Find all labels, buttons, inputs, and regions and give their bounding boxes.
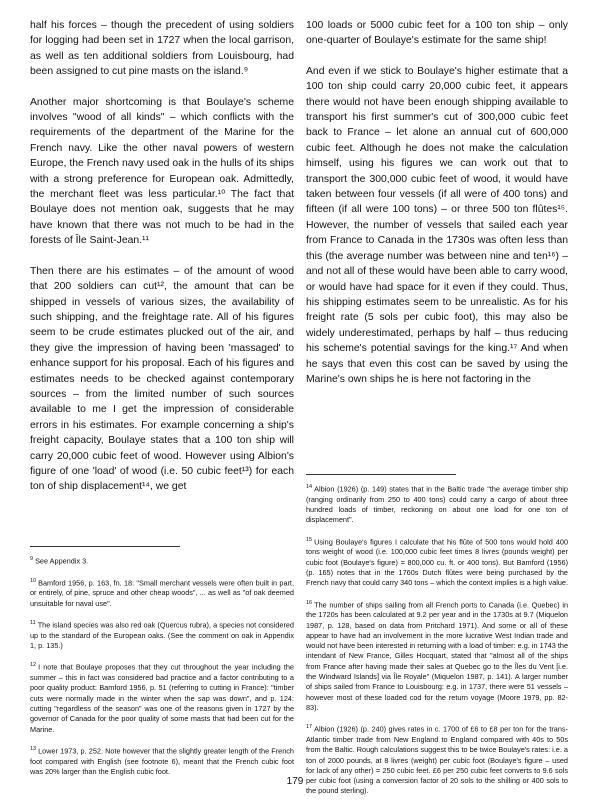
footnote-divider — [30, 546, 180, 547]
footnote: $^{11}$ The island species was also red oak (Quercus rubra), a species not considered up to the standard of the European oaks. (See the comment on oak in Appendix 1, p. 135.) — [30, 620, 294, 651]
left-column — [30, 18, 294, 495]
paragraph: half his forces – though the precedent of using soldiers for logging had been set in 1727 when the local garrison, as well as ten additional soldiers from Louisbourg, had been assigned to cut pine masts on the island.⁹ — [30, 20, 294, 78]
footnote: $^{15}$ Using Boulaye's figures I calculate that his flûte of 500 tons would hold 400 tons weight of wood (i.e. 100,000 cubic feet times 8 livres (pounds weight) per cubic foot (Boulaye's figure) = 800,000 cu. ft. or 400 tons). But Bamford (1956) (p. 165) notes that in the 1760s Dutch flûtes were being purchased by the French navy that could carry 340 tons – which the context implies is a high value. — [306, 536, 569, 588]
footnotes-right — [306, 474, 568, 797]
footnote: $^{14}$ Albion (1926) (p. 149) states that in the Baltic trade "the average timber ship (ranging ordinarily from 250 to 400 tons) could carry a cargo of about three hundred loads of timber, reckoning on about one load for one ton of displacement". — [306, 484, 568, 525]
paragraph: Then there are his estimates – of the amount of wood that 200 soldiers can cut¹², the amount that can be shipped in vessels of various sizes, the availability of such shipping, and the freightage rate. All of his figures seem to be crude estimates plucked out of the air, and they give the impression of having been 'massaged' to enhance support for his proposal. Each of his figures and estimates needs to be checked against contemporary sources – from the limited number of such sources available to me I get the impression of considerable errors in his estimates. For example concerning a ship's freight capacity, Boulaye states that a 100 ton ship will carry 20,000 cubic feet of wood. However using Albion's figure of one 'load' of wood (i.e. 50 cubic feet¹³) for each ton of ship displacement¹⁴, we get — [30, 265, 294, 493]
footnote-divider — [306, 474, 456, 475]
footnote: $^9$ See Appendix 3. — [30, 556, 89, 566]
paragraph: Another major shortcoming is that Boulaye's scheme involves "wood of all kinds" – which conflicts with the requirements of the department of the Marine for the French navy. Like the other naval powers of western Europe, the French navy used oak in the hulls of its ships with a strong preference for European oak. Admittedly, the merchant fleet was less particular.¹⁰ The fact that Boulaye does not mention oak, suggests that he may have known that there was not much to be had in the forests of Île Saint-Jean.¹¹ — [30, 96, 294, 247]
footnote: $^{17}$ Albion (1926) (p. 240) gives rates in c. 1700 of £6 to £8 per ton for the trans-Atlantic timber trade from New England to England compared with 40s to 50s from the Baltic. Rough calculations suggest this to be twice Boulaye's rates: i.e. a ton of 2000 pounds, at 8 livres (weight) per cubic foot (Boulaye's figure – used for lack of any other) = 250 cubic feet. £6 per 250 cubic feet converts to 9.6 sols per cubic foot (using a conversion factor of 20 sols to the shilling or 400 sols to the pound sterling). — [306, 724, 568, 796]
footnote: $^{12}$ I note that Boulaye proposes that they cut throughout the year including the summer – this in fact was considered bad practice and a factor contributing to a poor quality product: Bamford 1956, p. 51 (referring to cutting in France): "timber cuts were normally made in the winter when the sap was down", and p. 124: cutting "regardless of the season" was one of the reasons given in 1727 by the governor of Canada for the poor quality of some masts that had been cut for the Marine. — [30, 662, 294, 734]
footnote: $^{13}$ Lower 1973, p. 252. Note however that the slightly greater length of the French foot compared with English (see footnote 6), meant that the French cubic foot was 20% larger than the English cubic foot. — [30, 745, 294, 776]
right-column — [306, 18, 568, 387]
paragraph: 100 loads or 5000 cubic feet for a 100 ton ship – only one-quarter of Boulaye's estimate for the same ship! — [306, 20, 568, 47]
footnote: $^{10}$ Bamford 1956, p. 163, fn. 18: "Small merchant vessels were often built in part, or entirely, of pine, spruce and other cheap woods", ... as well as "of oak deemed unsuitable for naval use". — [30, 577, 294, 608]
footnotes-left — [30, 546, 294, 777]
footnote: $^{16}$ The number of ships sailing from all French ports to Canada (i.e. Quebec) in the 1720s has been calculated at 9.2 per year and in the 1730s at 9.7 (Miquelon 1987, p. 128, based on data from Pritchard 1971). And some or all of these appear to have had an involvement in the more lucrative West Indian trade and would not have been interested in returning with a load of timber: e.g. in 1743 the intendant of New France, Gilles Hocquart, stated that "almost all of the ships from France after having made their sales at Quebec go to the Îles du Vent [i.e. the Windward Islands] via Île Royale" (Miquelon 1987, p. 141). A larger number of ships sailed from France to Louisbourg: e.g. in 1737, there were 51 vessels – however most of these loaded cod for the return voyage (Moore 1979, pp. 82-83). — [306, 599, 568, 712]
paragraph: And even if we stick to Boulaye's higher estimate that a 100 ton ship could carry 20,000 cubic feet, it appears there would not have been enough shipping available to transport his first summer's cut of 300,000 cubic feet back to France – let alone an annual cut of 600,000 cubic feet. Although he does not make the calculation himself, using his figures we can work out that to transport the 300,000 cubic feet of wood, it would have taken between four vessels (if all were of 400 tons) and fifteen (if all were 100 tons) – or three 500 ton flûtes¹⁵. However, the number of vessels that sailed each year from France to Canada in the 1730s was often less than this (the average number was between nine and ten¹⁶) – and not all of these would have been able to carry wood, or would have had space for it even if they could. Thus, his shipping estimates seem to be unrealistic. As for his freight rate (5 sols per cubic foot), this may also be widely underestimated, perhaps by half – thus reducing his scheme's potential savings for the king.¹⁷ And when he says that even this cost can be saved by using the Marine's own ships he is here not factoring in the — [306, 65, 568, 385]
page-number: 179 — [286, 776, 304, 787]
